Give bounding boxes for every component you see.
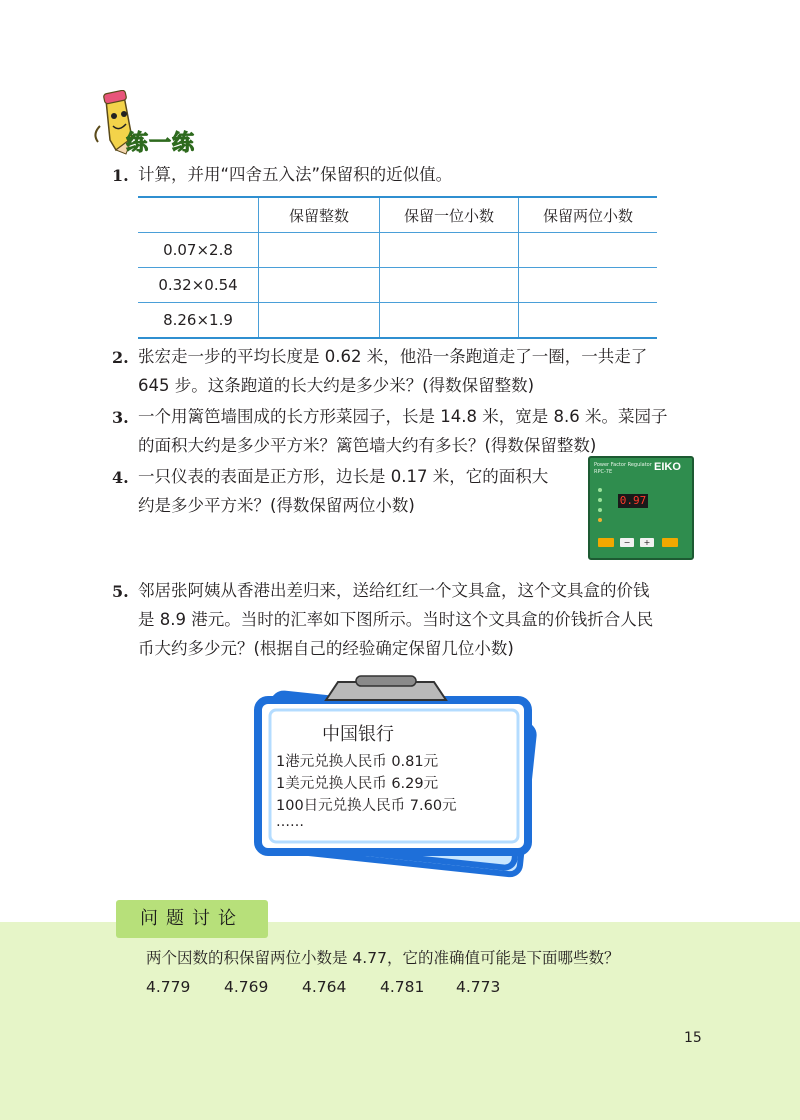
q1-number: 1. — [112, 166, 129, 185]
answer-cell[interactable] — [259, 233, 380, 268]
calc-table — [138, 196, 657, 339]
board-title: 中国银行 — [322, 724, 394, 745]
answer-cell[interactable] — [380, 303, 519, 339]
q5-number: 5. — [112, 582, 129, 601]
q3-line-2: 的面积大约是多少平方米？篱笆墙大约有多长？(得数保留整数) — [138, 436, 597, 455]
meter-led — [598, 508, 602, 512]
option-item: 4.779 — [146, 978, 191, 996]
option-item: 4.773 — [456, 978, 501, 996]
q2-number: 2. — [112, 348, 129, 367]
table-header-cell — [138, 197, 259, 233]
table-cell: 0.32×0.54 — [138, 268, 259, 303]
table-row — [138, 303, 657, 339]
q4-line-2: 约是多少平方米？(得数保留两位小数) — [138, 496, 415, 515]
meter-brand: EIKO — [654, 461, 681, 473]
meter-small-text: Power Factor Regulator — [594, 462, 652, 468]
option-item: 4.781 — [380, 978, 425, 996]
meter-device — [588, 456, 694, 560]
answer-cell[interactable] — [519, 233, 658, 268]
board-line-3: 100日元兑换人民币 7.60元 — [276, 798, 457, 814]
q2-line-1: 张宏走一步的平均长度是 0.62 米，他沿一条跑道走了一圈，一共走了 — [138, 347, 648, 366]
q5-line-2: 是 8.9 港元。当时的汇率如下图所示。当时这个文具盒的价钱折合人民 — [138, 610, 654, 629]
q4-line-1: 一只仪表的表面是正方形，边长是 0.17 米，它的面积大 — [138, 467, 549, 486]
answer-cell[interactable] — [519, 268, 658, 303]
answer-cell[interactable] — [380, 233, 519, 268]
section-title: 练一练 — [126, 131, 196, 156]
page-number: 15 — [684, 1030, 702, 1046]
table-header-row — [138, 197, 657, 233]
minus-button-icon: − — [620, 538, 634, 547]
meter-button — [598, 538, 614, 547]
option-item: 4.769 — [224, 978, 269, 996]
meter-model: RPC-7E — [594, 469, 613, 475]
meter-display: 0.97 — [619, 494, 647, 507]
table-row — [138, 233, 657, 268]
q2-line-2: 645 步。这条跑道的长大约是多少米？(得数保留整数) — [138, 376, 535, 395]
meter-led — [598, 518, 602, 522]
q3-line-1: 一个用篱笆墙围成的长方形菜园子，长是 14.8 米，宽是 8.6 米。菜园子 — [138, 407, 668, 426]
q5-line-1: 邻居张阿姨从香港出差归来，送给红红一个文具盒，这个文具盒的价钱 — [138, 581, 650, 600]
answer-cell[interactable] — [519, 303, 658, 339]
option-item: 4.764 — [302, 978, 347, 996]
q3-number: 3. — [112, 408, 129, 427]
discussion-title: 问题讨论 — [140, 908, 244, 929]
table-cell: 0.07×2.8 — [138, 233, 259, 268]
meter-led — [598, 488, 602, 492]
plus-button-icon: + — [640, 538, 654, 547]
answer-cell[interactable] — [259, 268, 380, 303]
q5-line-3: 币大约多少元？(根据自己的经验确定保留几位小数) — [138, 639, 514, 658]
q4-number: 4. — [112, 468, 129, 487]
table-header-cell: 保留两位小数 — [519, 197, 658, 233]
table-header-cell: 保留整数 — [259, 197, 380, 233]
table-header-cell: 保留一位小数 — [380, 197, 519, 233]
table-cell: 8.26×1.9 — [138, 303, 259, 339]
discussion-question: 两个因数的积保留两位小数是 4.77，它的准确值可能是下面哪些数？ — [146, 949, 620, 967]
answer-cell[interactable] — [259, 303, 380, 339]
meter-button — [662, 538, 678, 547]
board-line-2: 1美元兑换人民币 6.29元 — [276, 776, 439, 792]
table-row — [138, 268, 657, 303]
answer-cell[interactable] — [380, 268, 519, 303]
board-line-4: …… — [276, 814, 304, 830]
board-line-1: 1港元兑换人民币 0.81元 — [276, 754, 439, 770]
meter-led — [598, 498, 602, 502]
q1-text: 计算，并用“四舍五入法”保留积的近似值。 — [138, 165, 453, 184]
